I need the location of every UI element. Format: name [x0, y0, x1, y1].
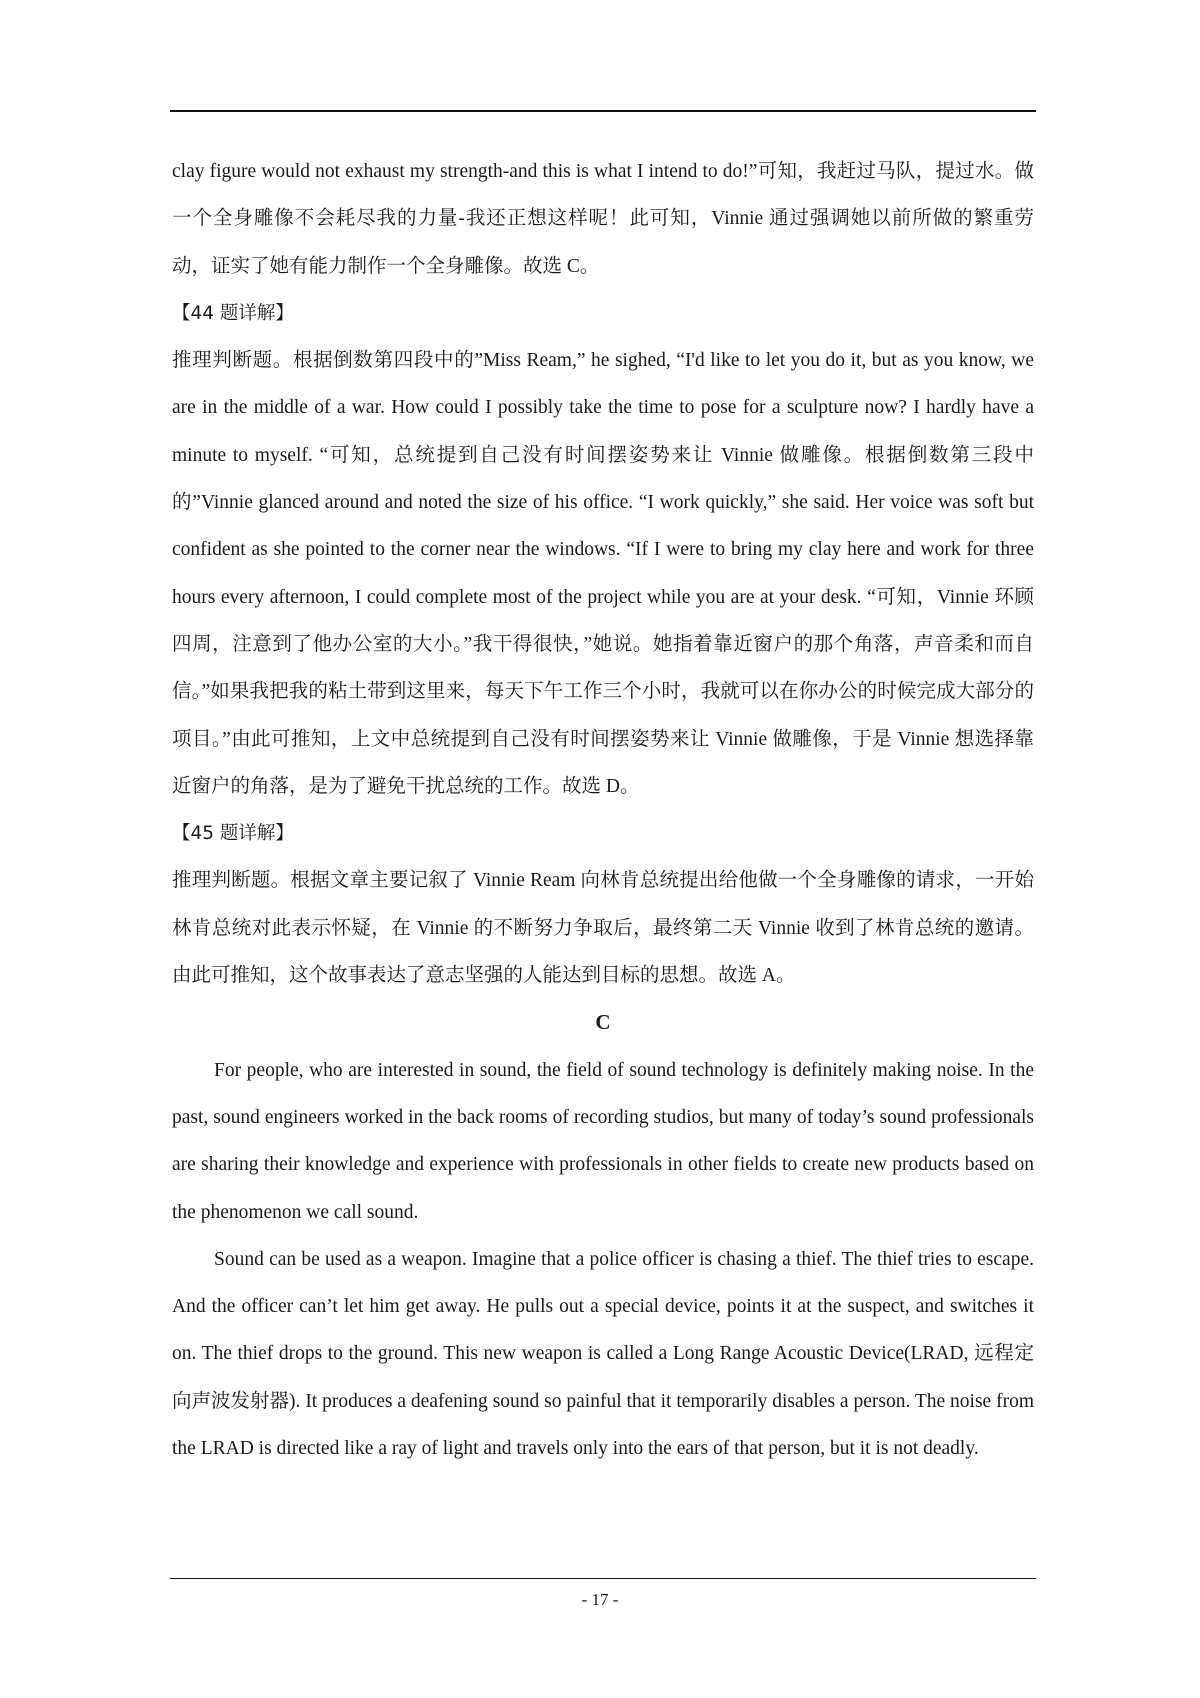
q44-explanation: 推理判断题。根据倒数第四段中的”Miss Ream,” he sighed, “I'd like to let you do it, but as you know, we are in the middle of a war. How could I possibly take the time to pose for a sculpture now? I hardly have a minute to myself. “可知，总统提到自己没有时间摆姿势来让 Vinnie 做雕像。根据倒数第三段中的”Vinnie glanced around and noted the size of his office. “I work quickly,” she said. Her voice was soft but confident as she pointed to the corner near the windows. “If I were to bring my clay here and work for three hours every afternoon, I could complete most of the project while you are at your desk. “可知，Vinnie 环顾四周，注意到了他办公室的大小。”我干得很快，”她说。她指着靠近窗户的那个角落，声音柔和而自信。”如果我把我的粘土带到这里来，每天下午工作三个小时，我就可以在你办公的时候完成大部分的项目。”由此可推知，上文中总统提到自己没有时间摆姿势来让 Vinnie 做雕像，于是 Vinnie 想选择靠近窗户的角落，是为了避免干扰总统的工作。故选 D。	[172, 350, 1034, 797]
page-number: - 17 -	[581, 1590, 619, 1609]
passage-c-paragraph-2: Sound can be used as a weapon. Imagine that a police officer is chasing a thief. The thief tries to escape. And the officer can’t let him get away. He pulls out a special device, points it at the suspect, and switches it on. The thief drops to the ground. This new weapon is called a Long Range Acoustic Device(LRAD, 远程定向声波发射器). It produces a deafening sound so painful that it temporarily disables a person. The noise from the LRAD is directed like a ray of light and travels only into the ears of that person, but it is not deadly.	[172, 1248, 1034, 1460]
footer-rule	[170, 1578, 1036, 1579]
passage-c-paragraph-1: For people, who are interested in sound, the field of sound technology is definitely making noise. In the past, sound engineers worked in the back rooms of recording studios, but many of today’s sound professionals are sharing their knowledge and experience with professionals in other fields to create new products based on the phenomenon we call sound.	[172, 1059, 1034, 1223]
header-rule	[170, 110, 1036, 112]
q44-heading: 【44 题详解】	[172, 302, 294, 324]
q45-explanation: 推理判断题。根据文章主要记叙了 Vinnie Ream 向林肯总统提出给他做一个全身雕像的请求，一开始林肯总统对此表示怀疑，在 Vinnie 的不断努力争取后，最终第二天 Vinnie 收到了林肯总统的邀请。由此可推知，这个故事表达了意志坚强的人能达到目标的思想。故选 A。	[172, 870, 1034, 987]
q45-heading: 【45 题详解】	[172, 823, 294, 845]
answer-43-continuation: clay figure would not exhaust my strength-and this is what I intend to do!”可知，我赶过马队，提过水。做一个全身雕像不会耗尽我的力量-我还正想这样呢！此可知，Vinnie 通过强调她以前所做的繁重劳动，证实了她有能力制作一个全身雕像。故选 C。	[172, 161, 1034, 277]
page-body	[172, 148, 1034, 1472]
passage-c-title: C	[595, 1010, 611, 1035]
